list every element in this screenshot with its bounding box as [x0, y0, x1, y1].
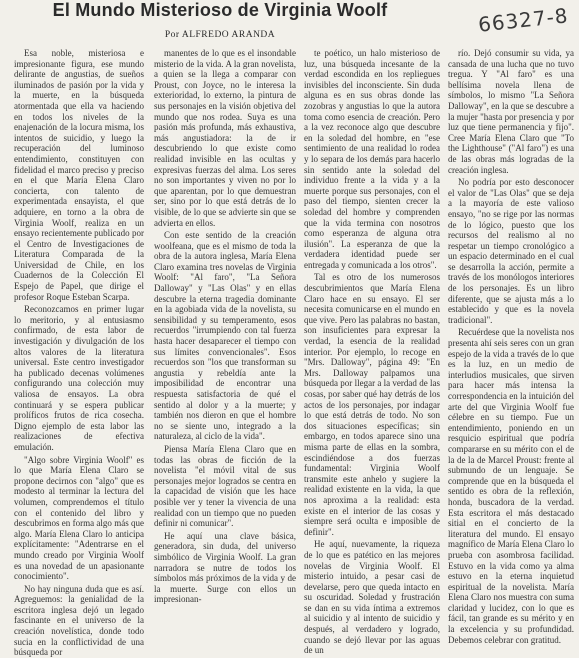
paragraph: "Algo sobre Virginia Woolf" es lo que María Elena Claro se propone decirnos con "algo" que es modesto al terminar la lectura del volumen, comprendemos el título con el contenido del libro y descubrimos en forma algo más que algo. María Elena Claro lo anticipa explícitamente: "Adentrarse en el mundo creado por Virginia Woolf es una novedad de un apasionante conocimiento".	[14, 454, 144, 582]
paragraph: te poético, un halo misterioso de luz, una búsqueda incesante de la verdad escondida en los repliegues invisibles del inconsciente. Sin duda alguna es en sus obras donde las zozobras y angustias lo que la autora toma como esencia de creación. Pero a la vez reconoce algo que descubre en la soledad del hombre, en "ese sentimiento de una realidad lo rodea y lo separa de los demás para hacerlo sin sentido ante la soledad del individuo frente a la vida y a la muerte porque sus personajes, con el paso del tiempo, sienten crecer la soledad del hombre y comprenden que la vida termina con nosotros como esperanza de alguna otra ilusión". La esperanza de que la verdadera identidad puede ser entregada y comunicada a los otros".	[304, 48, 440, 270]
article-column-2	[154, 48, 296, 605]
paragraph: He aquí, nuevamente, la riqueza de lo que es patético en las mejores novelas de Virginia Woolf. El misterio intuido, a pesar casi de develarse, pero que queda intacto en su oscuridad. Soledad y frustración se dan en su vida íntima a extremos al suicidio y al intento de suicidio y después, al verdadero y logrado, cuando se dejó llevar por las aguas de un	[304, 539, 440, 656]
paragraph: manentes de lo que es el insondable misterio de la vida. A la gran novelista, a quien se la llega a comparar con Proust, con Joyce, no le interesa la exterioridad, lo externo, la pintura de sus personajes en la visión objetiva del mundo que nos rodea. Suya es una pasión más profunda, más exhaustiva, más angustiadora: la de ir descubriendo lo que existe como realidad invisible en las ocultas y expresivas fuerzas del alma. Los seres no son importantes y viven no por lo que aparentan, por lo que demuestran ser, sino por lo que está detrás de lo visible, de lo que se advierte sin que se advierta en ellos.	[154, 48, 296, 228]
paragraph: No podría por esto desconocer el valor de "Las Olas" que se deja a la mayoría de este valioso ensayo, "no se rige por las normas de lo lógico, puesto que los recursos del realismo al no respetar un tiempo cronológico a un espacio determinado en el cual se desarrolla la acción, permite a través de los monólogos interiores de los personajes. Es un libro diferente, que se ajusta más a lo establecido y que es la novela tradicional".	[448, 177, 574, 325]
article-column-4	[448, 48, 574, 645]
paragraph: Reconozcamos en primer lugar lo meritorio, y al entusiasmo confirmado, de esta labor de investigación y divulgación de los altos valores de la literatura universal. Este centro investigador ha publicado decenas volúmenes configurando una colección muy valiosa de ensayos. La obra continuará y se espera publicar prolíficos frutos de rica cosecha. Digno ejemplo de esta labor las realizaciones de efectiva emulación.	[14, 304, 144, 452]
paragraph: He aquí una clave básica, generadora, sin duda, del universo simbólico de Virginia Woolf. La gran narradora se nutre de todos los símbolos más próximos de la vida y de la muerte. Surge con ellos un impresionan-	[154, 530, 296, 605]
paragraph: No hay ninguna duda que es así. Agreguemos: la genialidad de la escritora inglesa dejó un legado fascinante en el universo de la creación novelística, donde todo sucia en la conflictividad de una búsqueda por	[14, 583, 144, 658]
article-column-1	[14, 48, 144, 658]
paragraph: Esa noble, misteriosa e impresionante figura, ese mundo delirante de angustias, de sueños iluminados de pasión por la vida y la muerte, en la búsqueda atormentada que ella va haciendo en todos los niveles de la enajenación de la locura misma, los intentos de suicidio, y luego la recuperación del luminoso entendimiento, constituyen con fidelidad el marco preciso y preciso en el que María Elena Claro concierta, con talento de experimentada ensayista, el que adquiere, en torno a la obra de Virginia Woolf, realiza en un ensayo recientemente publicado por el Centro de Investigaciones de Literatura Comparada de la Universidad de Chile, en los Cuadernos de la Colección El Espejo de Papel, que dirige el profesor Roque Esteban Scarpa.	[14, 48, 144, 302]
article-column-3	[304, 48, 440, 656]
paragraph: Piensa María Elena Claro que en todas las obras de ficción de la novelista "el móvil vital de sus personajes mejor logrados se centra en la capacidad de visión que les hace posible ver y tener la vivencia de una realidad con un tiempo que no pueden definir ni comunicar".	[154, 443, 296, 529]
paragraph: río. Dejó consumir su vida, ya cansada de una lucha que no tuvo tregua. Y "Al faro" es una bellísima novela llena de símbolos, lo mismo "La Señora Dalloway", en la que se descubre a la mujer "hasta por presencia y por luz que tiene permanencia y fijo". Cree María Elena Claro que "To the Lighthouse" ("Al faro") es una de las obras más logradas de la creación inglesa.	[448, 48, 574, 175]
paragraph: Recuérdese que la novelista nos presenta ahí seis seres con un gran espejo de la vida a través de lo que es la luz, en un medio de interludios musicales, que sirven para hacer más intensa la correspondencia en la intuición del arte del que Virginia Woolf fue célebre en su tiempo. Fue un entendimiento, poniendo en un resquicio espiritual que podría compararse en su mérito con el de la de la de Marcel Proust: frente al submundo de un lenguaje. Se comprende que en la búsqueda el sentido es obra de la reflexión, honda, buscadora de la verdad. Esta escritora el más destacado sitial en el concierto de la literatura del mundo. El ensayo magnífico de María Elena Claro lo prueba con asombrosa facilidad. Estuvo en la vida como ya alma estuvo en la eterna inquietud espiritual de la novelista. María Elena Claro nos muestra con suma claridad y lucidez, con lo que es fácil, tan grande es su mérito y en la excelencia y su profundidad. Debemos celebrar con gratitud.	[448, 327, 574, 645]
handwritten-archive-number: 66327-8	[477, 3, 571, 37]
paragraph: Tal es otro de los numerosos descubrimientos que María Elena Claro hace en su ensayo. El ser necesita comunicarse en el mundo en que vive. Pero las palabras no bastan, son insuficientes para expresar la verdad, la esencia de la realidad interior. Por ejemplo, lo recoge en "Mrs. Dalloway", página 49: "En Mrs. Dalloway palpamos una búsqueda por llegar a la verdad de las cosas, por saber qué hay detrás de los actos de los personajes, por indagar lo que está detrás de todo. No son dos situaciones específicas; sin embargo, en todos aparece sino una misma parte de ellas en la sombra, escindiéndose a dos fuerzas fundamental: Virginia Woolf transmite este anhelo y sugiere la realidad existente en la vida, la que nos aproxima a la realidad: esta existe en el interior de las cosas y siempre será oculta e imposible de definir".	[304, 272, 440, 537]
article-title: El Mundo Misterioso de Virginia Woolf	[52, 0, 388, 20]
paragraph: Con este sentido de la creación woolfeana, que es el mismo de toda la obra de la autora inglesa, María Elena Claro examina tres novelas de Virginia Woolf: "Al faro", "La Señora Dalloway" y "Las Olas" y en ellas descubre la eterna tragedia dominante en la agobiada vida de la novelista, su sensibilidad y su temperamento, esos recuerdos "irrumpiendo con tal fuerza hasta hacer desaparecer el tiempo con sus límites convencionales". Esos recuerdos son "los que transforman su angustia y rebeldía ante la imposibilidad de encontrar una respuesta satisfactoria de qué el sentido al dolor y a la muerte; y también nos dieron en que el hombre no se siente uno, integrado a la naturaleza, al ciclo de la vida".	[154, 230, 296, 442]
article-byline: Por ALFREDO ARANDA	[164, 30, 276, 40]
